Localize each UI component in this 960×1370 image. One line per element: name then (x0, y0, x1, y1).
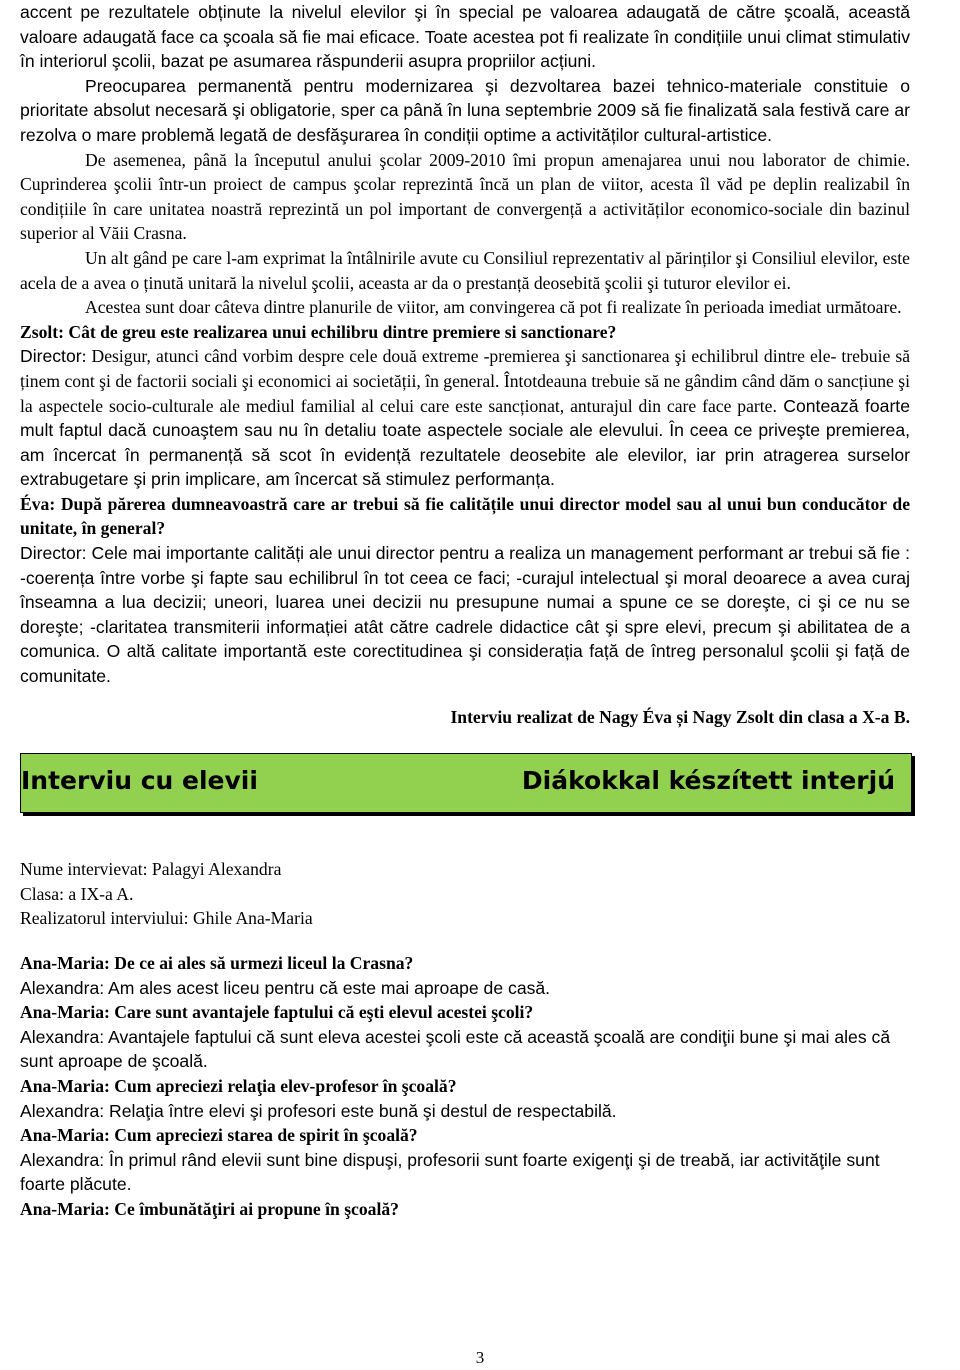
paragraph-3-part-a: De asemenea, până la începutul anului şcolar 2009-2010 îmi propun amenajarea unui nou laborator de chimie. (85, 149, 910, 170)
banner-title-romanian: Interviu cu elevii (21, 766, 258, 796)
director-label: Director (20, 543, 82, 564)
answer-1-sans: Contează foarte mult faptul dacă cunoaştem sau nu în detaliu toate aspectele sociale ale elevului. În ceea ce priveşte premierea, am încercat în permanență să scot în evidență rezultatele deosebite ale elevilor, iar prin atragerea surselor extrabugetare şi prin implicare, am încercat să stimulez performanța. (20, 395, 910, 490)
intro-paragraph-2: Preocuparea permanentă pentru modernizarea şi dezvoltarea bazei tehnico-materiale constituie o prioritate absolut necesară şi obligatorie, sper ca până în luna septembrie 2009 să fie finalizată sala festivă care ar rezolva o mare problemă legată de desfăşurarea în condiții optime a activităților cultural-artistice. (20, 75, 910, 145)
director-label: Director (20, 346, 82, 367)
answer-2-text: : Cele mai importante calități ale unui director pentru a realiza un management performant ar trebui să fie : -coerența între vorbe şi fapte sau echilibrul în tot ceea ce faci; -curajul intelectual şi moral deoarece a avea curaj înseamna a lua decizii; uneori, luarea unei decizii nu presupune numai a spune ce se doreşte, ci şi ce nu se doreşte; -claritatea transmiterii informației atât către cadrele didactice cât şi spre elevi, precum şi abilitatea de a comunica. O altă calitate importantă este corectitudinea şi considerația față de întreg personalul şcolii şi față de comunitate. (20, 543, 910, 687)
answer-director-2 (20, 541, 910, 689)
intro-paragraph-5: Acestea sunt doar câteva dintre planurile de viitor, am convingerea că pot fi realizate în perioada imediat următoare. (85, 297, 902, 318)
student-interview (20, 951, 910, 1222)
question-eva: Éva: După părerea dumneavoastră care ar trebui să fie calitățile unui director model sau al unui bun conducător de unitate, în general? (20, 493, 910, 539)
intro-paragraph-1: accent pe rezultatele obținute la nivelul elevilor şi în special pe valoarea adaugată de către şcoală, aceastǎ valoare adaugatǎ face ca şcoala să fie mai eficace. Toate acestea pot fi realizate în condițiile unui climat stimulativ în interiorul şcolii, bazat pe asumarea rǎspunderii asupra propriilor acțiuni. (20, 2, 910, 72)
answer-1-serif: : Desigur, atunci când vorbim despre cele două extreme -premierea şi sanctionarea şi echilibrul dintre ele- trebuie să ținem cont şi de factorii sociali şi economici ai societății, în general. Întotdeauna trebuie să ne gândim când dăm o sancțiune şi la aspectele socio-culturale ale mediul familial al celui care este sancționat, anturajul din care face parte. (20, 346, 910, 416)
intro-paragraph-4: Un alt gând pe care l-am exprimat la întâlnirile avute cu Consiliul reprezentativ al părinților şi Consiliul elevilor, este acela de a avea o ținută unitară la nivelul şcolii, aceasta ar da o prestanță deosebită şcolii şi tuturor elevilor ei. (20, 247, 910, 293)
interview-meta (20, 857, 910, 931)
qa-answer: Alexandra: Am ales acest liceu pentru că este mai aproape de casă. (20, 977, 551, 998)
question-zsolt: Zsolt: Cât de greu este realizarea unui echilibru dintre premiere si sanctionare? (20, 321, 617, 342)
qa-answer: Alexandra: Relaţia între elevi şi profesori este bună şi destul de respectabilă. (20, 1100, 617, 1121)
meta-class: Clasa: a IX-a A. (20, 883, 134, 904)
qa-question: Ana-Maria: Ce îmbunătăţiri ai propune în şcoală? (20, 1198, 399, 1219)
meta-author: Realizatorul interviului: Ghile Ana-Maria (20, 908, 313, 929)
qa-question: Ana-Maria: De ce ai ales să urmezi liceul la Crasna? (20, 953, 414, 973)
qa-question: Ana-Maria: Cum apreciezi relaţia elev-profesor în şcoală? (20, 1075, 457, 1096)
intro-paragraph-3 (20, 148, 910, 246)
page-number: 3 (475, 1348, 485, 1367)
meta-name: Nume intervievat: Palagyi Alexandra (20, 859, 282, 880)
banner-title-hungarian: Diákokkal készített interjú (521, 766, 895, 796)
interview-signature: Interviu realizat de Nagy Éva și Nagy Zsolt din clasa a X-a B. (450, 706, 910, 727)
qa-answer: Alexandra: În primul rând elevii sunt bine dispuşi, profesorii sunt foarte exigenţi şi de treabă, iar activităţile sunt foarte plăcute. (20, 1149, 880, 1195)
qa-question: Ana-Maria: Care sunt avantajele faptului că eşti elevul acestei şcoli? (20, 1002, 534, 1023)
document-page (20, 0, 910, 1222)
qa-answer: Alexandra: Avantajele faptului că sunt eleva acestei şcoli este că această şcoală are condiţii bune şi mai ales că sunt aproape de şcoală. (20, 1026, 891, 1072)
section-banner (20, 753, 912, 813)
qa-question: Ana-Maria: Cum apreciezi starea de spirit în şcoală? (20, 1125, 418, 1146)
answer-director-1 (20, 344, 910, 492)
paragraph-3-part-b: Cuprinderea şcolii într-un proiect de campus şcolar reprezintă încă un plan de viitor, acesta îl văd pe deplin realizabil în condițiile în care unitatea noastră reprezintă un pol important de convergență a activităților economico-sociale din bazinul superior al Văii Crasna. (20, 174, 910, 244)
